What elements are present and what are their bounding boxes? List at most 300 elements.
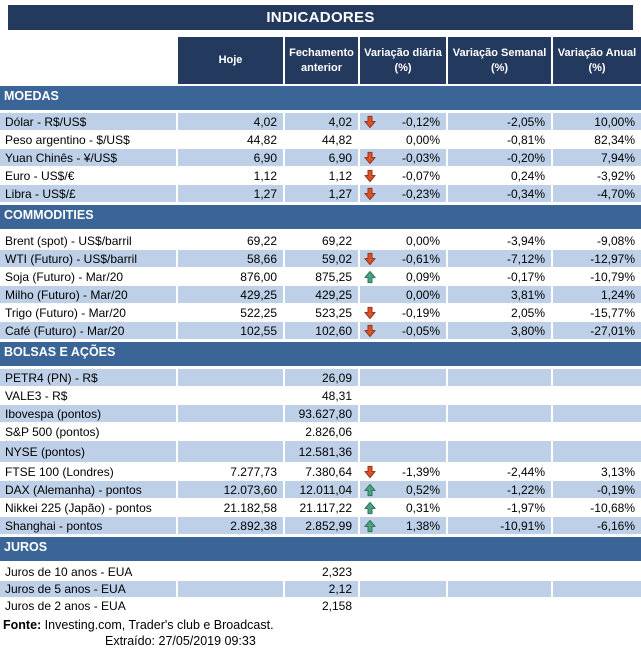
variacao-semanal-value bbox=[448, 167, 553, 185]
variacao-diaria-value bbox=[360, 481, 448, 499]
variacao-anual-value bbox=[553, 405, 641, 423]
hoje-value bbox=[178, 322, 285, 340]
fechamento-value bbox=[285, 268, 360, 286]
hoje-value-text: 69,22 bbox=[246, 233, 277, 248]
variacao-semanal-value bbox=[448, 387, 553, 405]
variacao-anual-value bbox=[553, 441, 641, 463]
variacao-semanal-value-text: -0,17% bbox=[506, 269, 545, 284]
fechamento-value-text: 21.117,22 bbox=[299, 500, 352, 515]
variacao-diaria-value bbox=[360, 517, 448, 535]
fechamento-value-text: 2.826,06 bbox=[305, 424, 352, 439]
hoje-value-text: 21.182,58 bbox=[223, 500, 277, 515]
table-row bbox=[0, 423, 641, 441]
hoje-value bbox=[178, 185, 285, 203]
row-label bbox=[0, 113, 178, 131]
variacao-diaria-value-text: -1,39% bbox=[401, 464, 440, 479]
variacao-anual-value-text: -3,92% bbox=[596, 168, 635, 183]
variacao-diaria-value bbox=[360, 268, 448, 286]
row-label bbox=[0, 517, 178, 535]
section-header-bolsas-e-acoes: BOLSAS E AÇÕES bbox=[0, 342, 641, 366]
variacao-anual-value bbox=[553, 268, 641, 286]
variacao-diaria-value bbox=[360, 441, 448, 463]
row-label bbox=[0, 322, 178, 340]
variacao-anual-value-text: 1,24% bbox=[600, 287, 635, 302]
variacao-diaria-value bbox=[360, 304, 448, 322]
variacao-anual-value-text: -6,16% bbox=[596, 518, 635, 533]
variacao-anual-value-text: -10,68% bbox=[590, 500, 635, 515]
hoje-value bbox=[178, 463, 285, 481]
hoje-value bbox=[178, 167, 285, 185]
source-line bbox=[0, 618, 641, 633]
column-header-line: anterior bbox=[301, 61, 342, 74]
fechamento-value-text: 7.380,64 bbox=[305, 464, 352, 479]
up-arrow-icon bbox=[364, 483, 376, 496]
variacao-anual-value bbox=[553, 499, 641, 517]
section-bolsas-e-acoes bbox=[0, 342, 641, 535]
row-label-text: Juros de 5 anos - EUA bbox=[5, 582, 126, 596]
table-row bbox=[0, 564, 641, 581]
row-label bbox=[0, 499, 178, 517]
column-header-variacao-diaria bbox=[360, 37, 448, 84]
variacao-semanal-value-text: 3,80% bbox=[510, 323, 545, 338]
table-row bbox=[0, 405, 641, 423]
row-label bbox=[0, 387, 178, 405]
variacao-semanal-value-text: -2,05% bbox=[506, 114, 545, 129]
column-header-line: (%) bbox=[588, 61, 606, 74]
hoje-value bbox=[178, 387, 285, 405]
row-label bbox=[0, 304, 178, 322]
fechamento-value-text: 875,25 bbox=[315, 269, 352, 284]
table-row bbox=[0, 113, 641, 131]
row-label bbox=[0, 581, 178, 598]
hoje-value-text: 2.892,38 bbox=[230, 518, 277, 533]
table-row bbox=[0, 387, 641, 405]
variacao-semanal-value-text: -2,44% bbox=[506, 464, 545, 479]
row-label bbox=[0, 232, 178, 250]
variacao-semanal-value bbox=[448, 499, 553, 517]
variacao-semanal-value bbox=[448, 268, 553, 286]
row-label-text: VALE3 - R$ bbox=[5, 388, 68, 403]
up-arrow-icon bbox=[364, 501, 376, 514]
row-label-text: S&P 500 (pontos) bbox=[5, 424, 100, 439]
fechamento-value-text: 12.581,36 bbox=[298, 444, 352, 459]
fechamento-value bbox=[285, 131, 360, 149]
row-label-text: Yuan Chinês - ¥/US$ bbox=[5, 150, 118, 165]
table-row bbox=[0, 481, 641, 499]
down-arrow-icon bbox=[364, 465, 376, 478]
variacao-diaria-value bbox=[360, 564, 448, 581]
variacao-anual-value-text: -0,19% bbox=[596, 482, 635, 497]
column-header-hoje bbox=[178, 37, 285, 84]
table-row bbox=[0, 167, 641, 185]
report-footer bbox=[0, 618, 641, 649]
row-label-text: Milho (Futuro) - Mar/20 bbox=[5, 287, 128, 302]
row-label-text: Peso argentino - $/US$ bbox=[5, 132, 130, 147]
variacao-diaria-value bbox=[360, 232, 448, 250]
fechamento-value bbox=[285, 387, 360, 405]
row-label bbox=[0, 481, 178, 499]
fechamento-value bbox=[285, 322, 360, 340]
variacao-diaria-value-text: -0,23% bbox=[401, 186, 440, 201]
fechamento-value bbox=[285, 369, 360, 387]
hoje-value bbox=[178, 131, 285, 149]
table-row bbox=[0, 250, 641, 268]
section-commodities bbox=[0, 205, 641, 340]
fechamento-value-text: 102,60 bbox=[315, 323, 352, 338]
fechamento-value bbox=[285, 564, 360, 581]
hoje-value-text: 6,90 bbox=[253, 150, 277, 165]
variacao-diaria-value bbox=[360, 581, 448, 598]
hoje-value bbox=[178, 113, 285, 131]
variacao-semanal-value-text: 0,24% bbox=[510, 168, 545, 183]
variacao-anual-value bbox=[553, 481, 641, 499]
variacao-anual-value bbox=[553, 131, 641, 149]
variacao-diaria-value bbox=[360, 598, 448, 615]
variacao-semanal-value-text: -7,12% bbox=[506, 251, 545, 266]
variacao-diaria-value-text: -0,19% bbox=[401, 305, 440, 320]
row-label bbox=[0, 598, 178, 615]
variacao-anual-value-text: -10,79% bbox=[590, 269, 635, 284]
variacao-anual-value-text: -27,01% bbox=[590, 323, 635, 338]
down-arrow-icon bbox=[364, 324, 376, 337]
hoje-value bbox=[178, 481, 285, 499]
hoje-value-text: 1,27 bbox=[253, 186, 277, 201]
variacao-semanal-value-text: -0,34% bbox=[506, 186, 545, 201]
hoje-value bbox=[178, 369, 285, 387]
row-label-text: Libra - US$/£ bbox=[5, 186, 76, 201]
fechamento-value bbox=[285, 463, 360, 481]
hoje-value-text: 429,25 bbox=[240, 287, 277, 302]
row-label-text: Soja (Futuro) - Mar/20 bbox=[5, 269, 124, 284]
fechamento-value bbox=[285, 149, 360, 167]
fechamento-value bbox=[285, 441, 360, 463]
column-header-line: Variação Semanal bbox=[452, 46, 547, 59]
fechamento-value bbox=[285, 481, 360, 499]
variacao-diaria-value-text: 0,00% bbox=[405, 287, 440, 302]
fechamento-value-text: 12.011,04 bbox=[299, 482, 352, 497]
fechamento-value bbox=[285, 232, 360, 250]
hoje-value bbox=[178, 232, 285, 250]
row-label bbox=[0, 441, 178, 463]
table-row bbox=[0, 149, 641, 167]
indicators-report bbox=[0, 5, 641, 651]
column-header-line: Variação Anual bbox=[557, 46, 637, 59]
variacao-diaria-value-text: -0,03% bbox=[401, 150, 440, 165]
variacao-anual-value bbox=[553, 423, 641, 441]
fechamento-value-text: 48,31 bbox=[321, 388, 352, 403]
table-row bbox=[0, 463, 641, 481]
section-moedas bbox=[0, 86, 641, 203]
hoje-value bbox=[178, 250, 285, 268]
row-label bbox=[0, 286, 178, 304]
hoje-value-text: 102,55 bbox=[240, 323, 277, 338]
table-row bbox=[0, 185, 641, 203]
section-header-juros: JUROS bbox=[0, 537, 641, 561]
row-label-text: Ibovespa (pontos) bbox=[5, 406, 102, 421]
variacao-semanal-value bbox=[448, 232, 553, 250]
fechamento-value-text: 2.852,99 bbox=[305, 518, 352, 533]
row-label bbox=[0, 185, 178, 203]
row-label bbox=[0, 405, 178, 423]
fechamento-value-text: 44,82 bbox=[321, 132, 352, 147]
variacao-semanal-value bbox=[448, 369, 553, 387]
fechamento-value bbox=[285, 304, 360, 322]
variacao-anual-value bbox=[553, 598, 641, 615]
hoje-value-text: 876,00 bbox=[240, 269, 277, 284]
variacao-diaria-value-text: 0,52% bbox=[405, 482, 440, 497]
variacao-diaria-value-text: 0,00% bbox=[405, 233, 440, 248]
variacao-anual-value-text: 3,13% bbox=[600, 464, 635, 479]
variacao-anual-value bbox=[553, 564, 641, 581]
table-row bbox=[0, 517, 641, 535]
row-label-text: Juros de 2 anos - EUA bbox=[5, 599, 126, 613]
source-text: Investing.com, Trader's club e Broadcast. bbox=[41, 618, 274, 632]
hoje-value bbox=[178, 286, 285, 304]
variacao-semanal-value-text: 3,81% bbox=[510, 287, 545, 302]
variacao-diaria-value bbox=[360, 387, 448, 405]
variacao-diaria-value-text: 0,31% bbox=[405, 500, 440, 515]
table-row bbox=[0, 598, 641, 615]
row-label-text: Euro - US$/€ bbox=[5, 168, 75, 183]
row-label bbox=[0, 149, 178, 167]
variacao-diaria-value bbox=[360, 369, 448, 387]
row-label bbox=[0, 369, 178, 387]
report-title-text: INDICADORES bbox=[266, 9, 375, 26]
row-label bbox=[0, 268, 178, 286]
variacao-diaria-value bbox=[360, 286, 448, 304]
hoje-value bbox=[178, 499, 285, 517]
variacao-diaria-value bbox=[360, 423, 448, 441]
report-title bbox=[8, 5, 633, 30]
down-arrow-icon bbox=[364, 151, 376, 164]
extraction-timestamp: Extraído: 27/05/2019 09:33 bbox=[105, 634, 256, 648]
column-header-line: (%) bbox=[394, 61, 412, 74]
table-row bbox=[0, 322, 641, 340]
variacao-semanal-value-text: -1,97% bbox=[506, 500, 545, 515]
row-label-text: Dólar - R$/US$ bbox=[5, 114, 87, 129]
variacao-diaria-value bbox=[360, 113, 448, 131]
hoje-value-text: 4,02 bbox=[253, 114, 277, 129]
variacao-anual-value-text: 82,34% bbox=[594, 132, 635, 147]
variacao-semanal-value bbox=[448, 131, 553, 149]
fechamento-value bbox=[285, 167, 360, 185]
table-row bbox=[0, 499, 641, 517]
row-label bbox=[0, 250, 178, 268]
row-label-text: NYSE (pontos) bbox=[5, 444, 86, 459]
hoje-value bbox=[178, 598, 285, 615]
table-row bbox=[0, 131, 641, 149]
column-header-line: Hoje bbox=[218, 54, 243, 67]
row-label-text: Trigo (Futuro) - Mar/20 bbox=[5, 305, 126, 320]
fechamento-value bbox=[285, 499, 360, 517]
fechamento-value-text: 1,12 bbox=[328, 168, 352, 183]
hoje-value bbox=[178, 564, 285, 581]
up-arrow-icon bbox=[364, 270, 376, 283]
variacao-anual-value bbox=[553, 387, 641, 405]
row-label-text: Juros de 10 anos - EUA bbox=[5, 565, 133, 579]
down-arrow-icon bbox=[364, 187, 376, 200]
row-label-text: Café (Futuro) - Mar/20 bbox=[5, 323, 125, 338]
fechamento-value-text: 2,12 bbox=[328, 582, 352, 596]
down-arrow-icon bbox=[364, 306, 376, 319]
variacao-anual-value bbox=[553, 113, 641, 131]
row-label-text: Shanghai - pontos bbox=[5, 518, 103, 533]
fechamento-value bbox=[285, 250, 360, 268]
fechamento-value bbox=[285, 185, 360, 203]
variacao-semanal-value bbox=[448, 481, 553, 499]
header-spacer bbox=[0, 37, 178, 84]
variacao-anual-value-text: -12,97% bbox=[590, 251, 635, 266]
fechamento-value-text: 2,158 bbox=[321, 599, 352, 613]
variacao-semanal-value-text: -1,22% bbox=[506, 482, 545, 497]
row-label-text: WTI (Futuro) - US$/barril bbox=[5, 251, 138, 266]
variacao-anual-value bbox=[553, 149, 641, 167]
variacao-diaria-value bbox=[360, 405, 448, 423]
variacao-anual-value bbox=[553, 185, 641, 203]
fechamento-value-text: 26,09 bbox=[321, 370, 352, 385]
variacao-semanal-value-text: 2,05% bbox=[510, 305, 545, 320]
variacao-diaria-value-text: -0,12% bbox=[401, 114, 440, 129]
fechamento-value bbox=[285, 405, 360, 423]
variacao-diaria-value bbox=[360, 499, 448, 517]
variacao-semanal-value bbox=[448, 564, 553, 581]
hoje-value bbox=[178, 304, 285, 322]
variacao-anual-value bbox=[553, 463, 641, 481]
variacao-anual-value-text: 7,94% bbox=[600, 150, 635, 165]
variacao-semanal-value-text: -3,94% bbox=[506, 233, 545, 248]
variacao-semanal-value bbox=[448, 304, 553, 322]
variacao-diaria-value bbox=[360, 149, 448, 167]
hoje-value-text: 44,82 bbox=[246, 132, 277, 147]
source-label: Fonte: bbox=[3, 618, 42, 632]
row-label-text: FTSE 100 (Londres) bbox=[5, 464, 114, 479]
row-label bbox=[0, 463, 178, 481]
down-arrow-icon bbox=[364, 115, 376, 128]
table-row bbox=[0, 581, 641, 598]
fechamento-value bbox=[285, 517, 360, 535]
variacao-semanal-value-text: -10,91% bbox=[500, 518, 545, 533]
variacao-semanal-value bbox=[448, 441, 553, 463]
fechamento-value bbox=[285, 598, 360, 615]
variacao-diaria-value bbox=[360, 167, 448, 185]
hoje-value-text: 12.073,60 bbox=[223, 482, 277, 497]
fechamento-value-text: 6,90 bbox=[328, 150, 352, 165]
table-row bbox=[0, 369, 641, 387]
hoje-value bbox=[178, 149, 285, 167]
variacao-diaria-value bbox=[360, 322, 448, 340]
variacao-anual-value bbox=[553, 304, 641, 322]
fechamento-value-text: 1,27 bbox=[328, 186, 352, 201]
variacao-diaria-value bbox=[360, 131, 448, 149]
column-header-variacao-semanal bbox=[448, 37, 553, 84]
section-juros bbox=[0, 537, 641, 615]
table-row bbox=[0, 441, 641, 463]
row-label-text: Brent (spot) - US$/barril bbox=[5, 233, 132, 248]
variacao-anual-value bbox=[553, 581, 641, 598]
variacao-anual-value-text: 10,00% bbox=[594, 114, 635, 129]
down-arrow-icon bbox=[364, 252, 376, 265]
variacao-semanal-value bbox=[448, 581, 553, 598]
row-label-text: Nikkei 225 (Japão) - pontos bbox=[5, 500, 152, 515]
variacao-semanal-value bbox=[448, 149, 553, 167]
column-header-variacao-anual bbox=[553, 37, 641, 84]
section-header-moedas: MOEDAS bbox=[0, 86, 641, 110]
fechamento-value bbox=[285, 581, 360, 598]
hoje-value bbox=[178, 581, 285, 598]
fechamento-value bbox=[285, 113, 360, 131]
variacao-anual-value bbox=[553, 250, 641, 268]
fechamento-value bbox=[285, 423, 360, 441]
variacao-anual-value-text: -9,08% bbox=[596, 233, 635, 248]
indicators-table bbox=[0, 86, 641, 615]
variacao-anual-value bbox=[553, 369, 641, 387]
variacao-anual-value-text: -4,70% bbox=[596, 186, 635, 201]
fechamento-value-text: 2,323 bbox=[321, 565, 352, 579]
variacao-diaria-value-text: -0,05% bbox=[401, 323, 440, 338]
variacao-semanal-value bbox=[448, 286, 553, 304]
fechamento-value-text: 59,02 bbox=[321, 251, 352, 266]
variacao-diaria-value-text: -0,61% bbox=[401, 251, 440, 266]
variacao-anual-value-text: -15,77% bbox=[590, 305, 635, 320]
column-header-line: Fechamento bbox=[289, 46, 354, 59]
row-label bbox=[0, 423, 178, 441]
variacao-diaria-value-text: 1,38% bbox=[405, 518, 440, 533]
row-label bbox=[0, 564, 178, 581]
fechamento-value bbox=[285, 286, 360, 304]
hoje-value bbox=[178, 517, 285, 535]
table-row bbox=[0, 304, 641, 322]
row-label bbox=[0, 131, 178, 149]
fechamento-value-text: 69,22 bbox=[321, 233, 352, 248]
fechamento-value-text: 4,02 bbox=[328, 114, 352, 129]
variacao-anual-value bbox=[553, 322, 641, 340]
variacao-diaria-value bbox=[360, 185, 448, 203]
up-arrow-icon bbox=[364, 519, 376, 532]
table-row bbox=[0, 286, 641, 304]
variacao-semanal-value bbox=[448, 322, 553, 340]
variacao-anual-value bbox=[553, 167, 641, 185]
variacao-semanal-value bbox=[448, 423, 553, 441]
variacao-semanal-value bbox=[448, 185, 553, 203]
variacao-semanal-value bbox=[448, 517, 553, 535]
hoje-value-text: 1,12 bbox=[253, 168, 277, 183]
table-row bbox=[0, 232, 641, 250]
fechamento-value-text: 523,25 bbox=[315, 305, 352, 320]
variacao-semanal-value bbox=[448, 463, 553, 481]
table-row bbox=[0, 268, 641, 286]
variacao-diaria-value bbox=[360, 250, 448, 268]
variacao-anual-value bbox=[553, 517, 641, 535]
variacao-diaria-value bbox=[360, 463, 448, 481]
row-label-text: PETR4 (PN) - R$ bbox=[5, 370, 98, 385]
variacao-diaria-value-text: -0,07% bbox=[401, 168, 440, 183]
column-header-row bbox=[0, 37, 641, 84]
hoje-value bbox=[178, 423, 285, 441]
hoje-value-text: 58,66 bbox=[246, 251, 277, 266]
column-header-fechamento-anterior bbox=[285, 37, 360, 84]
down-arrow-icon bbox=[364, 169, 376, 182]
row-label bbox=[0, 167, 178, 185]
variacao-semanal-value bbox=[448, 405, 553, 423]
fechamento-value-text: 429,25 bbox=[315, 287, 352, 302]
hoje-value-text: 7.277,73 bbox=[230, 464, 277, 479]
variacao-semanal-value bbox=[448, 598, 553, 615]
section-header-commodities: COMMODITIES bbox=[0, 205, 641, 229]
fechamento-value-text: 93.627,80 bbox=[298, 406, 352, 421]
variacao-semanal-value-text: -0,20% bbox=[506, 150, 545, 165]
variacao-semanal-value bbox=[448, 113, 553, 131]
variacao-semanal-value bbox=[448, 250, 553, 268]
